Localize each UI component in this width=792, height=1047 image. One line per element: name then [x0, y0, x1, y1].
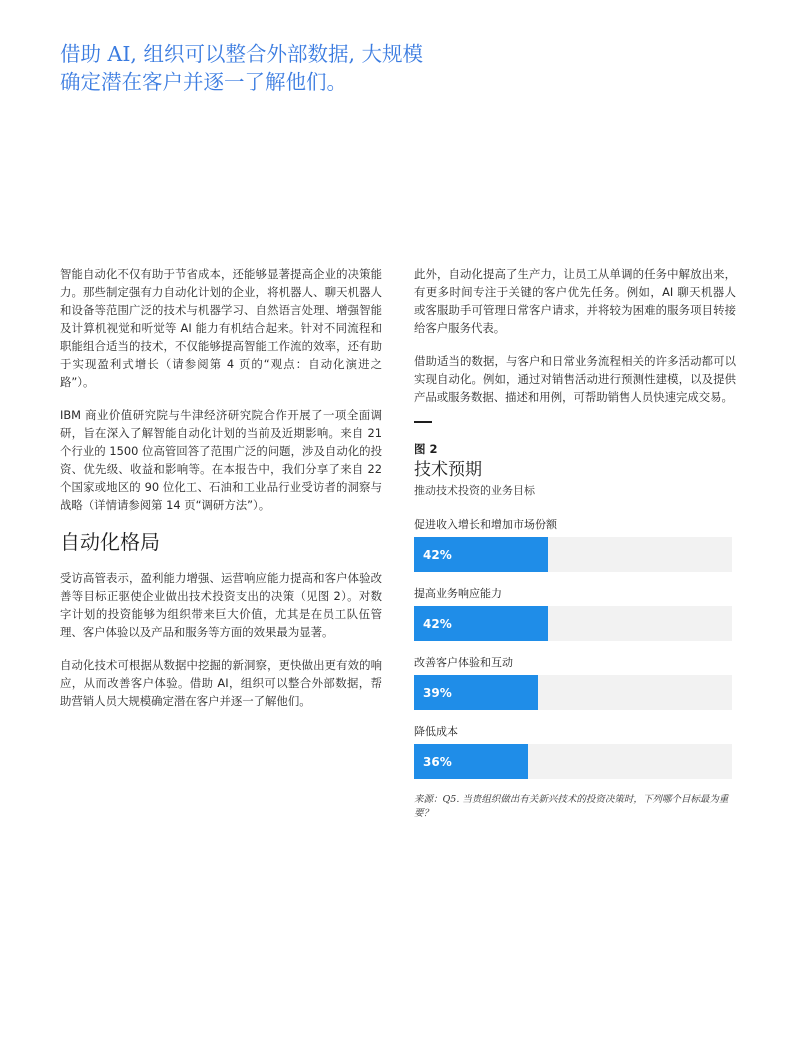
bar-track [414, 744, 732, 779]
bar-category-label: 降低成本 [414, 725, 458, 738]
pull-quote: 借助 AI, 组织可以整合外部数据, 大规模确定潜在客户并逐一了解他们。 [60, 42, 423, 94]
bar-category-label: 提高业务响应能力 [414, 587, 502, 600]
bar [414, 537, 548, 572]
figure-title: 技术预期 [414, 460, 482, 480]
landscape-paragraph-2: 自动化技术可根据从数据中挖掘的新洞察，更快做出更有效的响应，从而改善客户体验。借助 AI，组织可以整合外部数据，帮助营销人员大规模确定潜在客户并逐一了解他们。 [60, 658, 382, 708]
bar-track [414, 606, 732, 641]
bar-category-label: 促进收入增长和增加市场份额 [414, 518, 557, 531]
research-paragraph: IBM 商业价值研究院与牛津经济研究院合作开展了一项全面调研，旨在深入了解智能自动化计划的当前及近期影响。来自 21 个行业的 1500 位高管回答了范围广泛的问题，涉及自动化的投资、优先级、收益和影响等。在本报告中，我们分享了来自 22 个国家或地区的 90 位化工、石油和工业品行业受访者的洞察与战略（详情请参阅第 14 页“调研方法”）。 [60, 408, 382, 512]
sales-paragraph: 借助适当的数据，与客户和日常业务流程相关的许多活动都可以实现自动化。例如，通过对销售活动进行预测性建模，以及提供产品或服务数据、描述和用例，可帮助销售人员快速完成交易。 [414, 354, 736, 404]
bar-track [414, 537, 732, 572]
bar-item [414, 724, 732, 779]
bar-value-label: 42% [423, 547, 452, 562]
bar-track [414, 675, 732, 710]
bar-value-label: 39% [423, 685, 452, 700]
bar-chart [414, 517, 732, 779]
bar-category-label: 改善客户体验和互动 [414, 656, 513, 669]
bar [414, 675, 538, 710]
bar-item [414, 586, 732, 641]
bar-value-label: 36% [423, 754, 452, 769]
right-column [414, 265, 736, 821]
landscape-paragraph-1: 受访高管表示，盈利能力增强、运营响应能力提高和客户体验改善等目标正驱使企业做出技术投资支出的决策（见图 2）。对数字计划的投资能够为组织带来巨大价值，尤其是在员工队伍管理、客户体验以及产品和服务等方面的效果最为显著。 [60, 571, 382, 639]
figure-source: 来源：Q5. 当贵组织做出有关新兴技术的投资决策时，下列哪个目标最为重要？ [414, 794, 729, 819]
bar-item [414, 517, 732, 572]
figure-subtitle: 推动技术投资的业务目标 [414, 484, 535, 497]
intro-paragraph: 智能自动化不仅有助于节省成本，还能够显著提高企业的决策能力。那些制定强有力自动化计划的企业，将机器人、聊天机器人和设备等范围广泛的技术与机器学习、自然语言处理、增强智能及计算机视觉和听觉等 AI 能力有机结合起来。针对不同流程和职能组合适当的技术，不仅能够提高智能工作流的效率，还有助于实现盈利式增长（请参阅第 4 页的“观点：自动化演进之路”）。 [60, 267, 382, 389]
bar [414, 744, 528, 779]
bar-item [414, 655, 732, 710]
figure-divider [414, 421, 432, 423]
section-heading: 自动化格局 [60, 530, 160, 554]
bar [414, 606, 548, 641]
productivity-paragraph: 此外，自动化提高了生产力，让员工从单调的任务中解放出来，有更多时间专注于关键的客户优先任务。例如，AI 聊天机器人或客服助手可管理日常客户请求，并将较为困难的服务项目转接给客户服务代表。 [414, 267, 736, 335]
left-column [60, 265, 382, 725]
figure-label: 图 2 [414, 442, 438, 456]
figure [414, 421, 736, 821]
bar-value-label: 42% [423, 616, 452, 631]
